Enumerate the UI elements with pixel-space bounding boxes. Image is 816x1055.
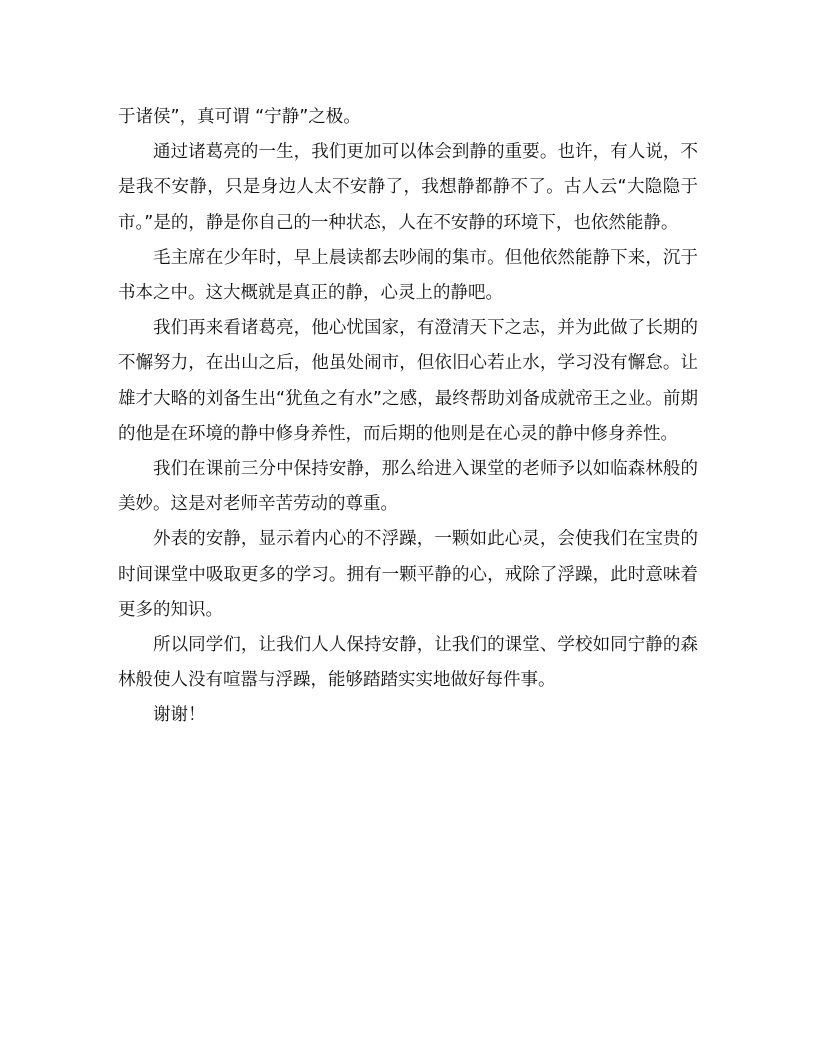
paragraph-continuation: 于诸侯”，真可谓 “宁静”之极。 (118, 107, 361, 127)
paragraph-zhuge-liang-life: 通过诸葛亮的一生，我们更加可以体会到静的重要。也许，有人说，不是我不安静，只是身边人太不安静了，我想静都静不了。古人云“大隐隐于市。”是的，静是你自己的一种状态，人在不安静的环境下，也依然能静。 (118, 142, 698, 233)
paragraph-call-to-classmates: 所以同学们，让我们人人保持安静，让我们的课堂、学校如同宁静的森林般使人没有喧嚣与浮躁，能够踏踏实实地做好每件事。 (118, 635, 698, 691)
paragraph-zhuge-liang-again: 我们再来看诸葛亮，他心忧国家，有澄清天下之志，并为此做了长期的不懈努力，在出山之后，他虽处闹市，但依旧心若止水，学习没有懈怠。让雄才大略的刘备生出“犹鱼之有水”之感，最终帮助刘备成就帝王之业。前期的他是在环境的静中修身养性，而后期的他则是在心灵的静中修身养性。 (118, 318, 698, 444)
paragraph-chairman-mao: 毛主席在少年时，早上晨读都去吵闹的集市。但他依然能静下来，沉于书本之中。这大概就是真正的静，心灵上的静吧。 (118, 247, 698, 304)
paragraph-before-class: 我们在课前三分中保持安静，那么给进入课堂的老师予以如临森林般的美妙。这是对老师辛苦劳动的尊重。 (118, 459, 698, 515)
paragraph-thanks: 谢谢！ (153, 705, 206, 726)
paragraph-outer-quiet: 外表的安静，显示着内心的不浮躁，一颗如此心灵，会使我们在宝贵的时间课堂中吸取更多的学习。拥有一颗平静的心，戒除了浮躁，此时意味着更多的知识。 (118, 529, 698, 620)
essay-body (118, 100, 698, 734)
